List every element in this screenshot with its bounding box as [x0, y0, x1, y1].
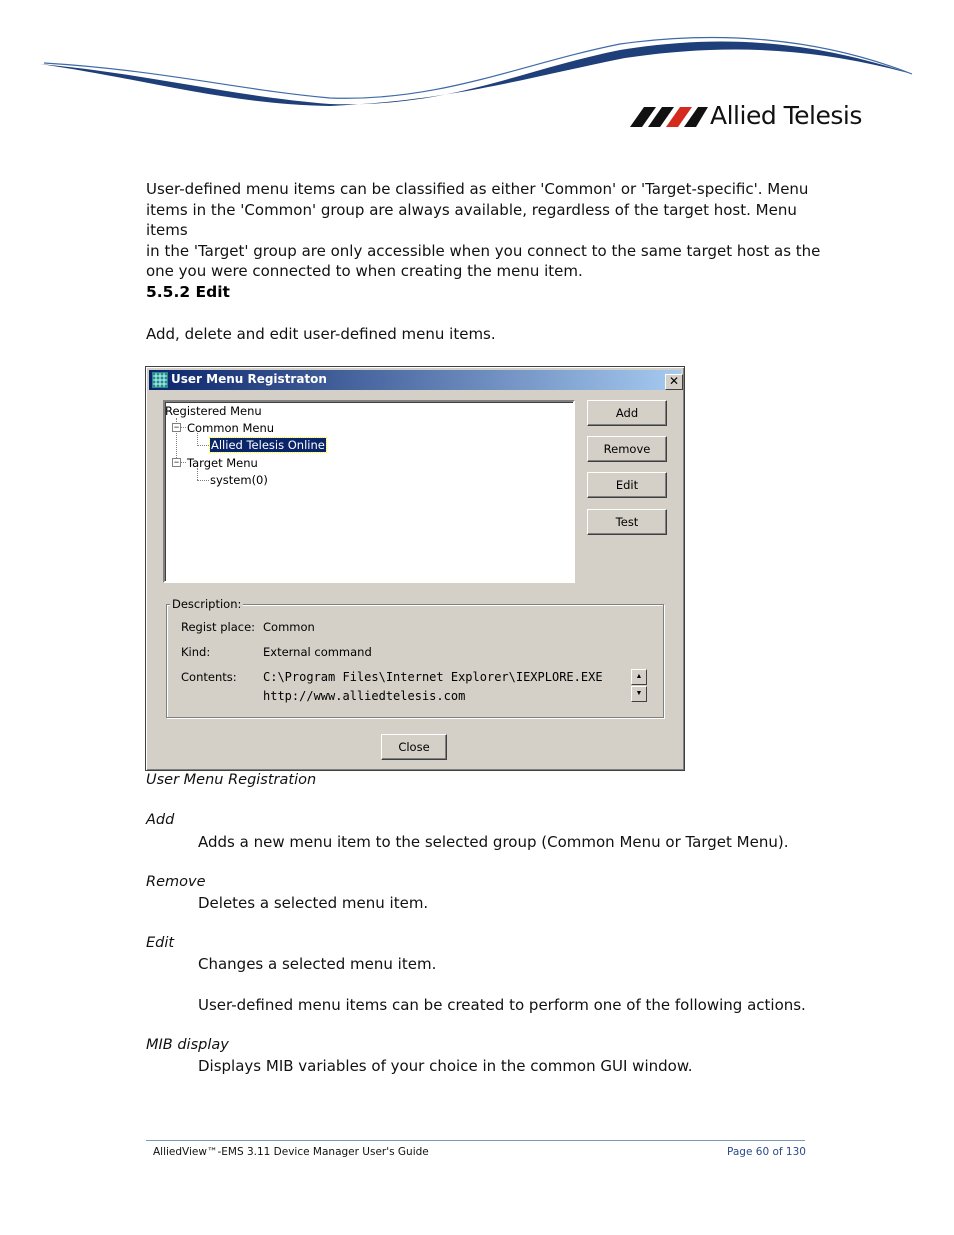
desc-remove: Deletes a selected menu item.: [198, 894, 429, 912]
description-label: Description:: [172, 597, 242, 611]
allied-telesis-logo: [630, 103, 862, 133]
close-icon[interactable]: ✕: [665, 374, 683, 390]
footer-title: AlliedView™-EMS 3.11 Device Manager User's Guide: [153, 1146, 429, 1158]
desc-edit: Changes a selected menu item.: [198, 955, 437, 973]
logo-mark-icon: [630, 105, 708, 129]
figure-caption: User Menu Registration: [146, 772, 317, 788]
header-swoosh: [0, 0, 954, 110]
tree-item-allied-telesis-online[interactable]: Allied Telesis Online: [211, 438, 325, 452]
dialog-title-bar: [149, 370, 681, 390]
tree-connector: [181, 462, 186, 463]
grid-app-icon: [152, 372, 168, 388]
tree-connector: [197, 480, 209, 481]
tree-connector: [197, 468, 198, 480]
regist-place-value: Common: [263, 620, 315, 634]
tree-common-menu[interactable]: Common Menu: [187, 421, 275, 435]
logo-text: Allied Telesis: [710, 101, 862, 130]
scroll-up-icon[interactable]: ▲: [631, 669, 647, 685]
dialog-title: User Menu Registraton: [171, 372, 327, 386]
term-remove: Remove: [146, 874, 206, 890]
section-lead: Add, delete and edit user-defined menu items.: [146, 325, 496, 343]
close-button[interactable]: Close: [381, 734, 447, 760]
regist-place-label: Regist place:: [181, 620, 256, 634]
tree-target-menu[interactable]: Target Menu: [187, 456, 258, 470]
actions-intro: User-defined menu items can be created to perform one of the following actions.: [198, 996, 806, 1014]
contents-line-1: C:\Program Files\Internet Explorer\IEXPLORE.EXE: [263, 670, 603, 684]
term-add: Add: [146, 812, 175, 828]
add-button[interactable]: Add: [587, 400, 667, 426]
term-edit: Edit: [146, 935, 175, 951]
kind-label: Kind:: [181, 645, 211, 659]
remove-button[interactable]: Remove: [587, 436, 667, 462]
tree-connector: [181, 427, 186, 428]
intro-line: items in the 'Common' group are always available, regardless of the target host. Menu items: [146, 200, 797, 239]
intro-line: in the 'Target' group are only accessible when you connect to the same target host as the: [146, 241, 821, 260]
desc-add: Adds a new menu item to the selected group (Common Menu or Target Menu).: [198, 833, 789, 851]
section-heading: 5.5.2 Edit: [146, 283, 230, 301]
footer-page-number: Page 60 of 130: [727, 1146, 806, 1158]
collapse-icon[interactable]: −: [173, 422, 180, 432]
registered-menu-tree[interactable]: [163, 400, 575, 583]
tree-root[interactable]: Registered Menu: [165, 404, 262, 418]
footer-rule: [146, 1140, 805, 1141]
scroll-down-icon[interactable]: ▼: [631, 686, 647, 702]
collapse-icon[interactable]: −: [173, 457, 180, 467]
term-mib-display: MIB display: [146, 1037, 229, 1053]
user-menu-registration-dialog: [145, 366, 685, 771]
kind-value: External command: [263, 645, 372, 659]
intro-line: User-defined menu items can be classified as either 'Common' or 'Target-specific'. Menu: [146, 180, 809, 198]
desc-mib-display: Displays MIB variables of your choice in the common GUI window.: [198, 1057, 693, 1075]
test-button[interactable]: Test: [587, 509, 667, 535]
intro-paragraph: [146, 179, 826, 282]
tree-connector: [197, 445, 209, 446]
contents-line-2: http://www.alliedtelesis.com: [263, 689, 466, 703]
intro-line: one you were connected to when creating the menu item.: [146, 262, 583, 280]
contents-label: Contents:: [181, 670, 237, 684]
edit-button[interactable]: Edit: [587, 472, 667, 498]
tree-item-system[interactable]: system(0): [210, 473, 268, 487]
